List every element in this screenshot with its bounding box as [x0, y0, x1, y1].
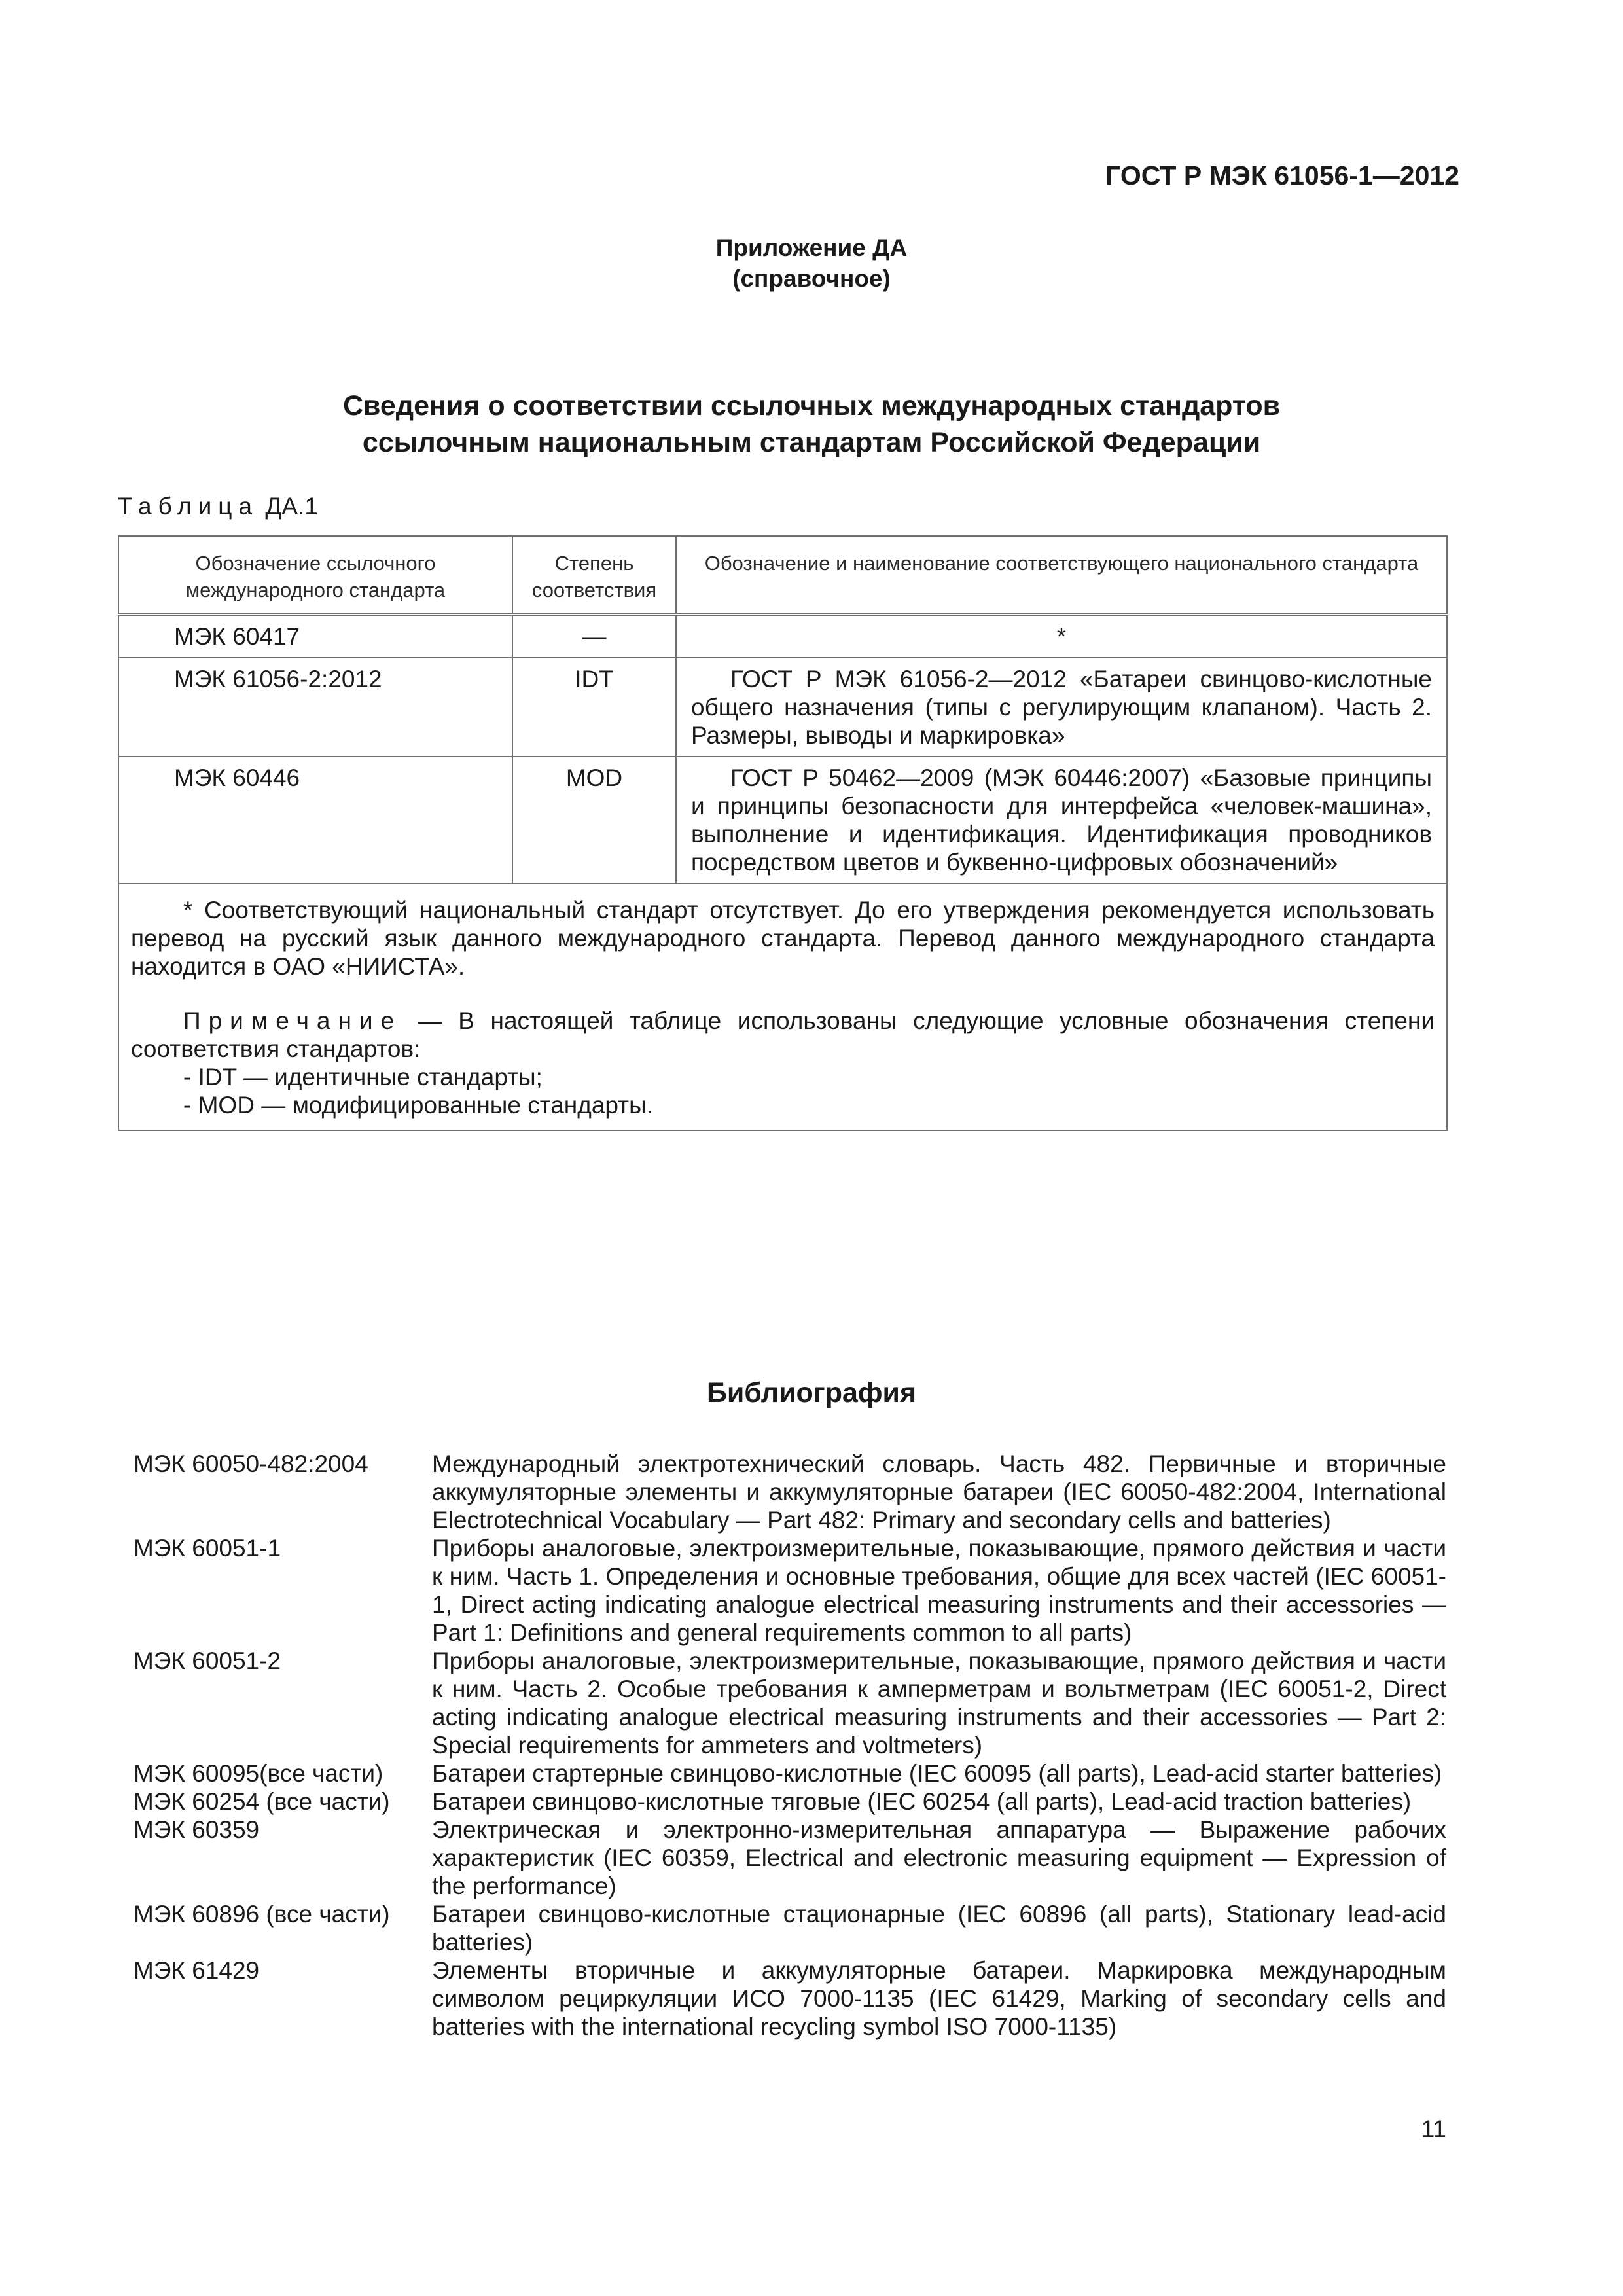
section-title [0, 387, 1623, 461]
bibliography-list [134, 1450, 1446, 2041]
cell-national: ГОСТ Р 50462—2009 (МЭК 60446:2007) «Базовые принципы и принципы безопасности для интерфейса «человек-машина», выполнение и идентификация. Идентификация проводников посредством цветов и буквенно-цифровых обозначений» [676, 757, 1447, 884]
bibliography-code: МЭК 60051-2 [134, 1647, 281, 1674]
bibliography-code: МЭК 60254 (все части) [134, 1788, 390, 1815]
bibliography-text: Элементы вторичные и аккумуляторные батареи. Маркировка международным символом рециркуляции ИСО 7000-1135 (IEC 61429, Marking of secondary cells and batteries with the international recycling symbol ISO 7000-1135) [432, 1957, 1446, 2040]
bibliography-entry [134, 1534, 1446, 1647]
cell-degree: IDT [512, 658, 676, 757]
bibliography-text: Приборы аналоговые, электроизмерительные, показывающие, прямого действия и части к ним. Часть 1. Определения и основные требования, общие для всех частей (IEC 60051-1, Direct acting indicating analogue electrical measuring instruments and their accessories — Part 1: Definitions and general requirements common to all parts) [432, 1535, 1446, 1646]
cell-ref: МЭК 61056-2:2012 [118, 658, 512, 757]
bibliography-entry [134, 1759, 1446, 1787]
table-caption [118, 493, 318, 520]
table-row [118, 658, 1447, 757]
section-title-line-2: ссылочным национальным стандартам Российской Федерации [362, 427, 1261, 458]
bibliography-text: Батареи свинцово-кислотные тяговые (IEC 60254 (all parts), Lead-acid traction batteries) [432, 1788, 1412, 1815]
bibliography-entry [134, 1900, 1446, 1956]
bibliography-code: МЭК 60051-1 [134, 1535, 281, 1562]
bibliography-text: Батареи стартерные свинцово-кислотные (IEC 60095 (all parts), Lead-acid starter batteries) [432, 1760, 1442, 1787]
bibliography-text: Электрическая и электронно-измерительная аппаратура — Выражение рабочих характеристик (IEC 60359, Electrical and electronic measuring equipment — Expression of the performance) [432, 1816, 1446, 1899]
table-header-row [118, 536, 1447, 615]
bibliography-text: Батареи свинцово-кислотные стационарные (IEC 60896 (all parts), Stationary lead-acid batteries) [432, 1901, 1446, 1956]
bibliography-text: Международный электротехнический словарь. Часть 482. Первичные и вторичные аккумуляторные элементы и аккумуляторные батареи (IEC 60050-482:2004, International Electrotechnical Vocabulary — Part 482: Primary and secondary cells and batteries) [432, 1450, 1446, 1534]
bibliography-entry [134, 1787, 1446, 1816]
bibliography-entry [134, 1956, 1446, 2041]
annex-title: Приложение ДА [715, 234, 908, 261]
section-title-line-1: Сведения о соответствии ссылочных международных стандартов [342, 390, 1281, 422]
table-row [118, 757, 1447, 884]
header-degree: Степень соответствия [512, 536, 676, 615]
bibliography-code: МЭК 61429 [134, 1957, 260, 1984]
cell-degree: — [512, 615, 676, 658]
table-caption-number: ДА.1 [265, 493, 318, 520]
cell-degree: MOD [512, 757, 676, 884]
bibliography-code: МЭК 60896 (все части) [134, 1901, 390, 1928]
note-item-mod: - MOD — модифицированные стандарты. [183, 1092, 653, 1119]
bibliography-entry [134, 1450, 1446, 1534]
bibliography-code: МЭК 60050-482:2004 [134, 1450, 368, 1477]
note-item-idt: - IDT — идентичные стандарты; [183, 1064, 543, 1090]
bibliography-text: Приборы аналоговые, электроизмерительные, показывающие, прямого действия и части к ним. Часть 2. Особые требования к амперметрам и вольтметрам (IEC 60051-2, Direct acting indicating analogue electrical measuring instruments and their accessories — Part 2: Special requirements for ammeters and voltmeters) [432, 1647, 1446, 1759]
bibliography-entry [134, 1647, 1446, 1759]
cell-national: * [676, 615, 1447, 658]
header-national-standard: Обозначение и наименование соответствующего национального стандарта [676, 536, 1447, 615]
table-note [131, 1007, 1435, 1063]
header-ref-standard: Обозначение ссылочного международного стандарта [118, 536, 512, 615]
cell-ref: МЭК 60417 [118, 615, 512, 658]
page-number: 11 [1421, 2115, 1446, 2142]
bibliography-code: МЭК 60095(все части) [134, 1760, 383, 1787]
table-row [118, 615, 1447, 658]
bibliography-code: МЭК 60359 [134, 1816, 260, 1843]
reference-table [118, 535, 1448, 1131]
bibliography-entry [134, 1816, 1446, 1900]
table-caption-word: Таблица [118, 493, 259, 520]
cell-national: ГОСТ Р МЭК 61056-2—2012 «Батареи свинцово-кислотные общего назначения (типы с регулирующим клапаном). Часть 2. Размеры, выводы и маркировка» [676, 658, 1447, 757]
annex-type: (справочное) [732, 265, 891, 292]
note-label: Примечание [183, 1007, 402, 1034]
table-footnote: * Соответствующий национальный стандарт отсутствует. До его утверждения рекомендуется использовать перевод на русский язык данного международного стандарта. Перевод данного международного стандарта находится в ОАО «НИИСТА». [131, 897, 1435, 980]
note-text: — В настоящей таблице использованы следующие условные обозначения степени соответствия стандартов: [131, 1007, 1435, 1062]
table-footer-row [118, 884, 1447, 1130]
document-code: ГОСТ Р МЭК 61056-1—2012 [1105, 160, 1459, 190]
table-footnote-cell [118, 884, 1447, 1130]
annex-heading [0, 232, 1623, 294]
bibliography-heading: Библиография [706, 1377, 917, 1408]
cell-ref: МЭК 60446 [118, 757, 512, 884]
